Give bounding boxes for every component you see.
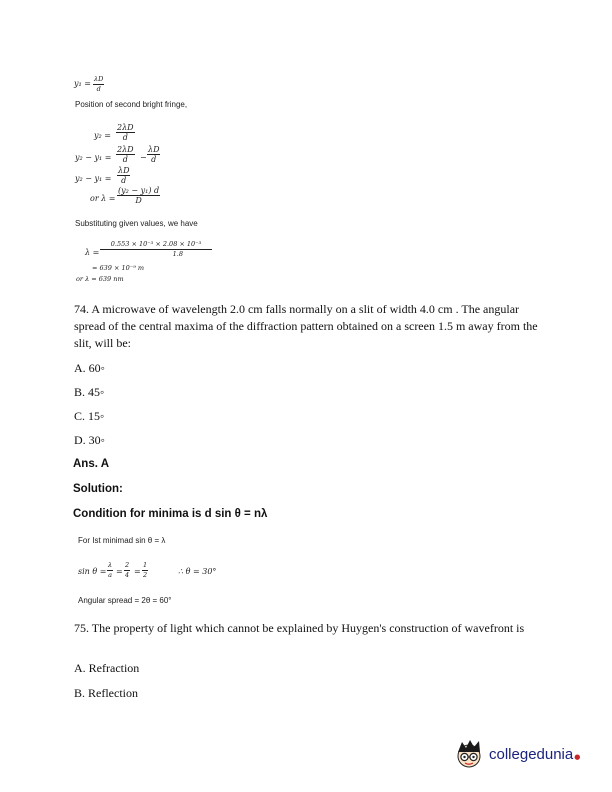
sin-f3-denominator: 2 [143,571,148,579]
q74-answer: Ans. A [73,458,109,470]
q74-option-b: B. 45◦ [74,385,105,399]
y2-numerator: 2λD [117,123,134,132]
y1-fraction [93,75,104,94]
y1-numerator: λD [94,75,104,83]
calc-numerator: 0.553 × 10⁻³ × 2.08 × 10⁻³ [100,240,212,250]
y2-lhs: y₂ = [94,131,111,140]
mascot-icon [452,736,486,772]
or-lambda-lhs: or λ = [90,194,116,203]
q75-option-a: A. Refraction [74,661,140,675]
sin-fraction-3 [142,561,148,580]
sin-lhs: sin θ = [78,567,107,576]
diff2-denominator: d [121,176,127,185]
sin-fraction-2 [124,561,130,580]
diff2-lhs: y₂ − y₁ = [75,174,112,183]
q74-condition: Condition for minima is d sin θ = nλ [73,508,268,520]
diff-numerator-1: 2λD [117,145,134,154]
substituting-label: Substituting given values, we have [75,219,198,228]
logo-dot: ● [574,753,581,761]
sin-f2-denominator: 4 [125,571,130,579]
y1-denominator: d [96,85,101,93]
sin-result: ∴ θ = 30° [178,567,217,576]
y2-denominator: d [122,133,128,142]
diff2-fraction [117,166,130,185]
y2-fraction [116,123,135,142]
sin-f2-numerator: 2 [125,561,130,569]
calc-lhs: λ = [85,248,100,257]
sin-eq-2: = [134,567,141,576]
diff-lhs: y₂ − y₁ = [75,153,112,162]
diff-minus: − [140,153,147,162]
sin-fraction-1 [107,561,113,580]
or-lambda-numerator: (y₂ − y₁) d [118,186,160,195]
calc-denominator: 1.8 [172,250,183,258]
diff2-numerator: λD [118,166,130,175]
calc-final: or λ = 639 nm [76,275,124,283]
sin-f1-denominator: a [108,571,112,579]
diff-numerator-2: λD [148,145,160,154]
q74-first-minima: For Ist minimad sin θ = λ [78,536,166,545]
q75-option-b: B. Reflection [74,686,138,700]
diff-denominator-2: d [151,155,157,164]
q74-option-a: A. 60◦ [74,361,105,375]
q75-question: 75. The property of light which cannot be explained by Huygen's construction of wavefront is [74,621,525,635]
calc-fraction [101,240,211,259]
logo-wordmark: collegedunia [489,745,574,763]
diff-fraction-1 [116,145,135,164]
or-lambda-denominator: D [135,196,142,205]
second-fringe-label: Position of second bright fringe, [75,100,188,109]
q74-option-d: D. 30◦ [74,433,105,447]
diff-denominator-1: d [122,155,128,164]
q74-solution-label: Solution: [73,483,123,495]
sin-f3-numerator: 1 [143,561,148,569]
diff-fraction-2 [147,145,160,164]
sin-eq-1: = [116,567,123,576]
calc-result: = 639 × 10⁻⁹ m [92,264,145,272]
q74-question: 74. A microwave of wavelength 2.0 cm falls normally on a slit of width 4.0 cm . The angular spread of the central maxima of the diffraction pattern obtained on a screen 1.5 m away from the slit, will be: [74,302,538,350]
or-lambda-fraction [117,186,160,205]
y1-lhs: y₁ = [74,79,91,88]
sin-f1-numerator: λ [108,561,113,569]
q74-angular-spread: Angular spread = 2θ = 60° [78,596,172,605]
collegedunia-logo[interactable] [452,736,602,772]
q74-option-c: C. 15◦ [74,409,105,423]
